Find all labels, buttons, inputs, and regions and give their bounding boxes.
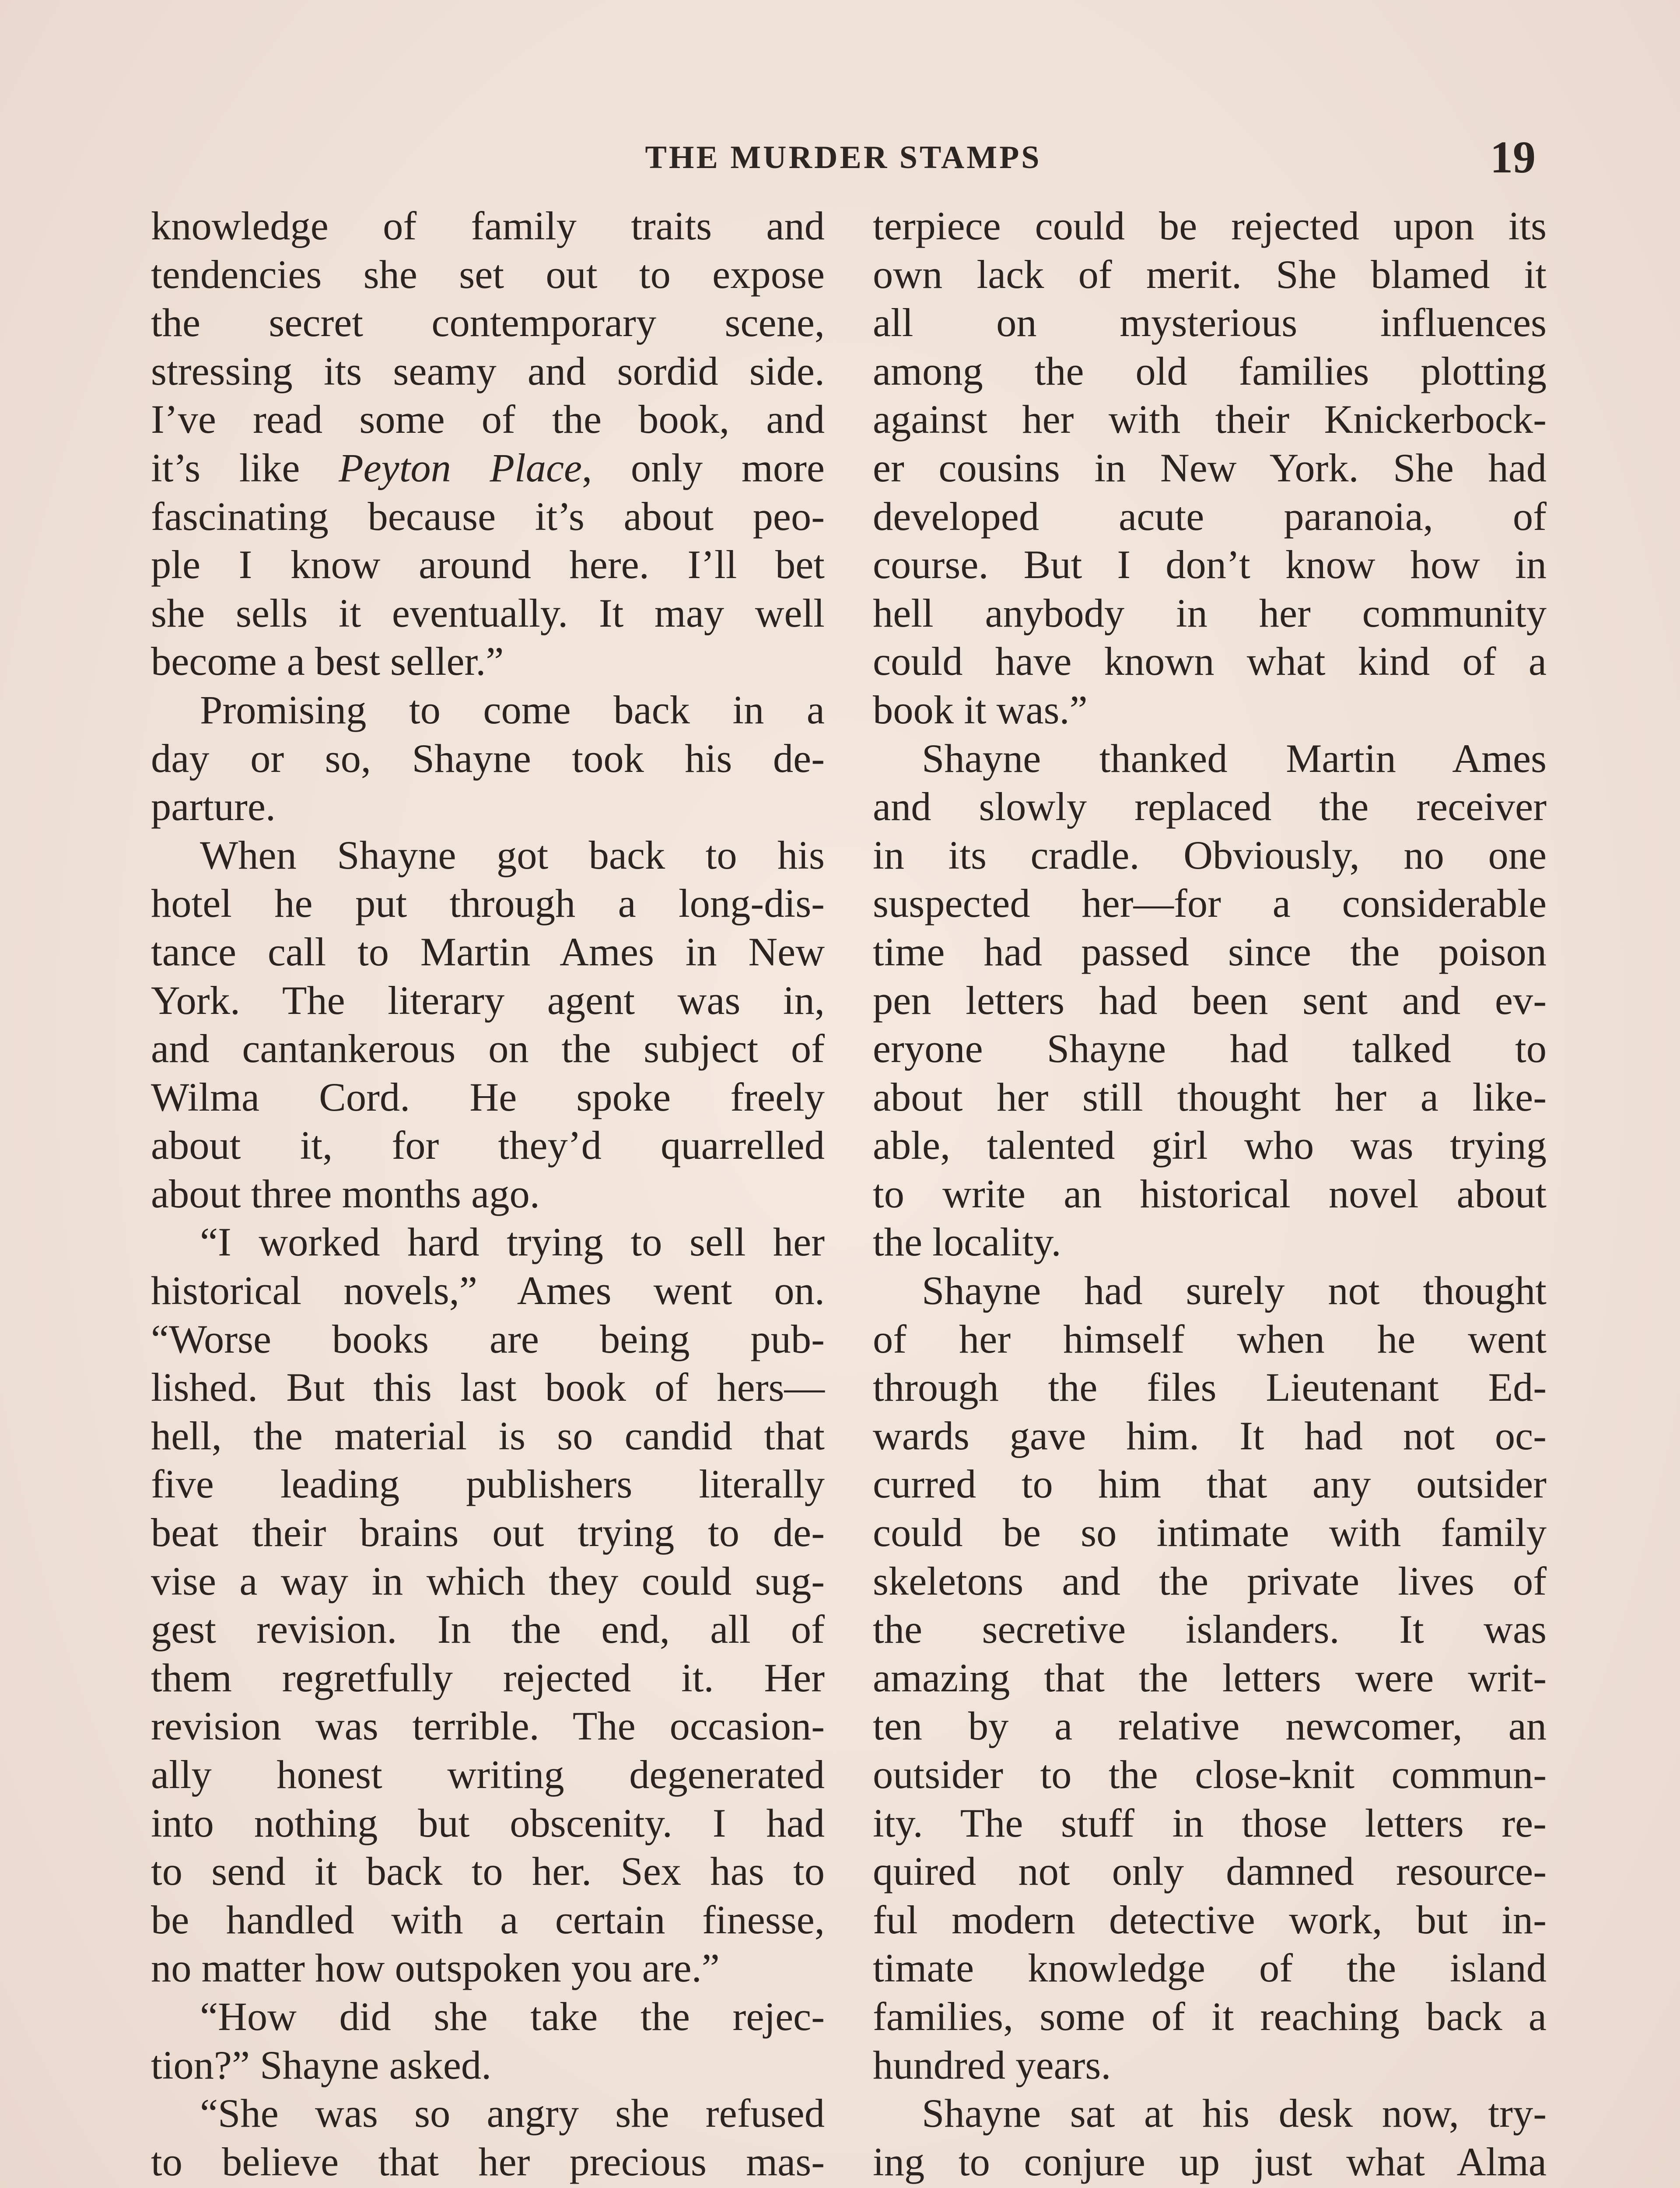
text-line: to believe that her precious mas- xyxy=(151,2139,825,2184)
text-line: five leading publishers literally xyxy=(151,1462,825,1507)
text-line: “How did she take the rejec- xyxy=(200,1994,825,2039)
text-line: tance call to Martin Ames in New xyxy=(151,929,825,975)
text-line: “Worse books are being pub- xyxy=(151,1317,825,1362)
text-line: it’s like Peyton Place, only more xyxy=(151,445,825,491)
text-line: hell anybody in her community xyxy=(873,591,1547,636)
page-header xyxy=(151,131,1536,197)
text-line: ity. The stuff in those letters re- xyxy=(873,1801,1547,1846)
text-line: be handled with a certain finesse, xyxy=(151,1897,825,1943)
text-line: skeletons and the private lives of xyxy=(873,1559,1547,1604)
running-title: THE MURDER STAMPS xyxy=(645,140,1042,175)
text-line: developed acute paranoia, of xyxy=(873,494,1547,539)
text-line: Shayne had surely not thought xyxy=(922,1269,1547,1314)
text-line: fascinating because it’s about peo- xyxy=(151,494,825,539)
text-line: revision was terrible. The occasion- xyxy=(151,1704,825,1749)
text-line: could be so intimate with family xyxy=(873,1511,1547,1556)
text-line: lished. But this last book of hers— xyxy=(151,1365,825,1410)
text-line: all on mysterious influences xyxy=(873,301,1547,346)
text-line: er cousins in New York. She had xyxy=(873,445,1547,491)
text-line: timate knowledge of the island xyxy=(873,1946,1547,1991)
text-line: ful modern detective work, but in- xyxy=(873,1897,1547,1943)
text-line: gest revision. In the end, all of xyxy=(151,1607,825,1652)
text-line: time had passed since the poison xyxy=(873,929,1547,975)
text-line: ten by a relative newcomer, an xyxy=(873,1704,1547,1749)
text-line: Promising to come back in a xyxy=(200,687,825,733)
text-line: become a best seller.” xyxy=(151,639,504,684)
text-line: wards gave him. It had not oc- xyxy=(873,1413,1547,1459)
text-line: eryone Shayne had talked to xyxy=(873,1027,1547,1072)
text-line: them regretfully rejected it. Her xyxy=(151,1655,825,1701)
page-number: 19 xyxy=(1490,132,1536,182)
text-line: the secretive islanders. It was xyxy=(873,1607,1547,1652)
text-line: no matter how outspoken you are.” xyxy=(151,1946,720,1991)
text-line: stressing its seamy and sordid side. xyxy=(151,349,825,394)
text-line: hotel he put through a long-dis- xyxy=(151,881,825,926)
text-line: suspected her—for a considerable xyxy=(873,881,1547,926)
text-line: tion?” Shayne asked. xyxy=(151,2043,492,2088)
text-line: amazing that the letters were writ- xyxy=(873,1655,1547,1701)
text-line: hell, the material is so candid that xyxy=(151,1413,825,1459)
text-line: knowledge of family traits and xyxy=(151,204,825,249)
text-line: parture. xyxy=(151,785,276,830)
text-line: ing to conjure up just what Alma xyxy=(873,2139,1547,2184)
text-line: own lack of merit. She blamed it xyxy=(873,252,1547,297)
text-line: through the files Lieutenant Ed- xyxy=(873,1365,1547,1410)
text-line: about three months ago. xyxy=(151,1171,540,1217)
text-line: could have known what kind of a xyxy=(873,639,1547,684)
text-line: she sells it eventually. It may well xyxy=(151,591,825,636)
text-line: in its cradle. Obviously, no one xyxy=(873,833,1547,878)
text-line: vise a way in which they could sug- xyxy=(151,1559,825,1604)
text-line: against her with their Knickerbock- xyxy=(873,397,1547,442)
text-line: “I worked hard trying to sell her xyxy=(200,1220,825,1265)
text-line: and cantankerous on the subject of xyxy=(151,1027,825,1072)
text-line: about her still thought her a like- xyxy=(873,1075,1547,1120)
text-line: Shayne thanked Martin Ames xyxy=(922,736,1547,781)
text-line: among the old families plotting xyxy=(873,349,1547,394)
text-line: about it, for they’d quarrelled xyxy=(151,1123,825,1168)
book-title-italic: Peyton Place xyxy=(339,445,582,491)
text-line: ally honest writing degenerated xyxy=(151,1753,825,1797)
text-line: tendencies she set out to expose xyxy=(151,252,825,297)
text-line: historical novels,” Ames went on. xyxy=(151,1269,825,1314)
text-line: of her himself when he went xyxy=(873,1317,1547,1362)
text-line: day or so, Shayne took his de- xyxy=(151,736,825,781)
text-line: into nothing but obscenity. I had xyxy=(151,1801,825,1846)
text-line: beat their brains out trying to de- xyxy=(151,1511,825,1556)
text-line: course. But I don’t know how in xyxy=(873,543,1547,588)
text-line: “She was so angry she refused xyxy=(200,2091,825,2136)
text-line: curred to him that any outsider xyxy=(873,1462,1547,1507)
text-line: families, some of it reaching back a xyxy=(873,1994,1547,2039)
text-line: the locality. xyxy=(873,1220,1061,1265)
text-line: the secret contemporary scene, xyxy=(151,301,825,346)
left-text-column xyxy=(151,202,825,2186)
text-line: pen letters had been sent and ev- xyxy=(873,978,1547,1023)
text-line: terpiece could be rejected upon its xyxy=(873,204,1547,249)
text-line: able, talented girl who was trying xyxy=(873,1123,1547,1168)
text-line: to send it back to her. Sex has to xyxy=(151,1849,825,1894)
text-line: ple I know around here. I’ll bet xyxy=(151,543,825,588)
right-text-column xyxy=(873,202,1547,2186)
text-line: Wilma Cord. He spoke freely xyxy=(151,1075,825,1120)
text-line: York. The literary agent was in, xyxy=(151,978,825,1023)
text-line: to write an historical novel about xyxy=(873,1171,1547,1217)
text-line: hundred years. xyxy=(873,2043,1111,2088)
text-line: outsider to the close-knit commun- xyxy=(873,1753,1547,1797)
text-line: When Shayne got back to his xyxy=(200,833,825,878)
text-line: and slowly replaced the receiver xyxy=(873,785,1547,830)
text-line: book it was.” xyxy=(873,687,1088,733)
text-line: I’ve read some of the book, and xyxy=(151,397,825,442)
text-line: Shayne sat at his desk now, try- xyxy=(922,2091,1547,2136)
text-line: quired not only damned resource- xyxy=(873,1849,1547,1894)
